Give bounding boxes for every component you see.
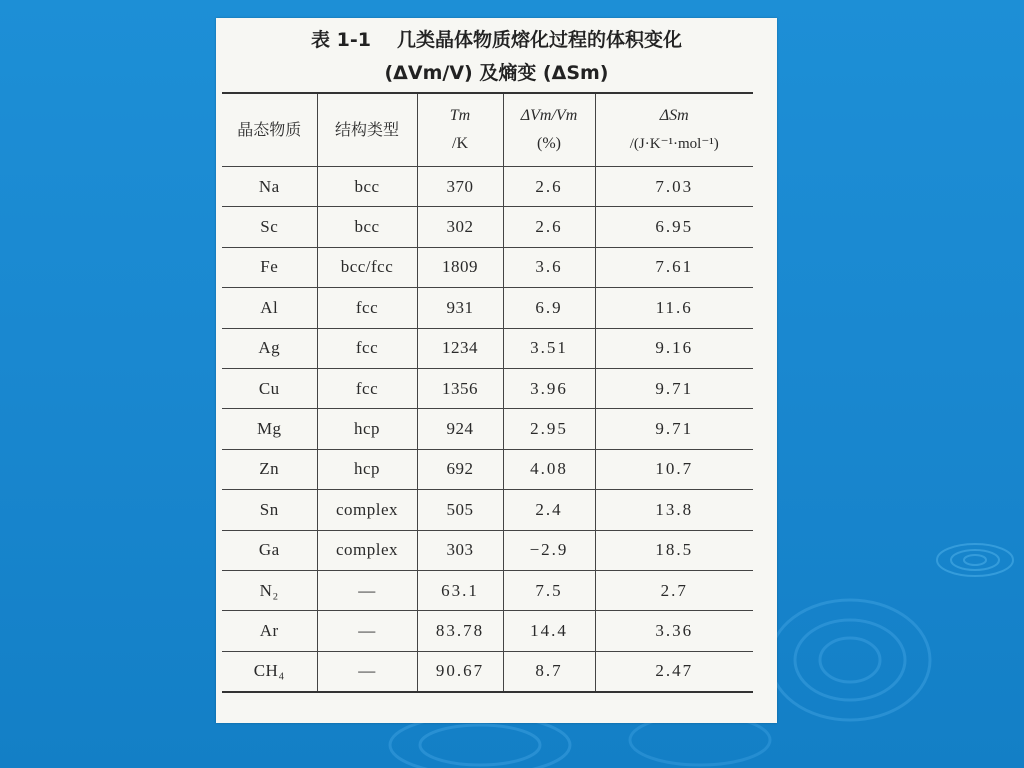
header-dv-unit: (%) <box>537 135 561 152</box>
cell-substance: Al <box>222 288 317 328</box>
cell-dv: 2.6 <box>503 167 595 207</box>
cell-tm: 83.78 <box>417 611 503 651</box>
cell-ds: 18.5 <box>595 530 753 570</box>
header-substance: 晶态物质 <box>222 93 317 167</box>
cell-structure: complex <box>317 530 417 570</box>
cell-dv: 2.4 <box>503 490 595 530</box>
cell-substance: Ar <box>222 611 317 651</box>
table-title <box>216 24 777 90</box>
cell-ds: 2.7 <box>595 570 753 610</box>
cell-dv: 8.7 <box>503 651 595 692</box>
table-row <box>222 490 753 530</box>
cell-tm: 302 <box>417 207 503 247</box>
cell-tm: 692 <box>417 449 503 489</box>
table-row <box>222 409 753 449</box>
header-ds-unit: /(J·K⁻¹·mol⁻¹) <box>629 136 719 152</box>
cell-ds: 7.03 <box>595 167 753 207</box>
table-header-row <box>222 93 753 167</box>
header-ds-symbol: ΔSm <box>659 107 689 124</box>
table-row <box>222 167 753 207</box>
cell-ds: 13.8 <box>595 490 753 530</box>
table-row <box>222 570 753 610</box>
cell-tm: 63.1 <box>417 570 503 610</box>
cell-tm: 931 <box>417 288 503 328</box>
cell-structure: bcc/fcc <box>317 247 417 287</box>
cell-structure: — <box>317 651 417 692</box>
cell-tm: 505 <box>417 490 503 530</box>
header-dv-symbol: ΔVm/Vm <box>520 107 578 124</box>
data-table <box>222 92 753 693</box>
cell-ds: 7.61 <box>595 247 753 287</box>
table-row <box>222 651 753 692</box>
cell-substance: Ga <box>222 530 317 570</box>
cell-tm: 924 <box>417 409 503 449</box>
header-ds <box>595 93 753 167</box>
cell-dv: 14.4 <box>503 611 595 651</box>
cell-tm: 1809 <box>417 247 503 287</box>
cell-substance: Cu <box>222 368 317 408</box>
cell-dv: 3.96 <box>503 368 595 408</box>
cell-substance: Na <box>222 167 317 207</box>
cell-dv: 3.51 <box>503 328 595 368</box>
table-title-main: 几类晶体物质熔化过程的体积变化 <box>396 29 682 51</box>
cell-structure: fcc <box>317 288 417 328</box>
cell-structure: hcp <box>317 409 417 449</box>
cell-tm: 303 <box>417 530 503 570</box>
table-row <box>222 611 753 651</box>
cell-ds: 3.36 <box>595 611 753 651</box>
scanned-table-page <box>216 18 777 723</box>
header-tm <box>417 93 503 167</box>
cell-substance: Mg <box>222 409 317 449</box>
table-row <box>222 207 753 247</box>
cell-tm: 90.67 <box>417 651 503 692</box>
cell-tm: 1234 <box>417 328 503 368</box>
cell-structure: fcc <box>317 328 417 368</box>
cell-tm: 1356 <box>417 368 503 408</box>
table-row <box>222 368 753 408</box>
cell-ds: 10.7 <box>595 449 753 489</box>
cell-structure: complex <box>317 490 417 530</box>
cell-ds: 9.71 <box>595 368 753 408</box>
header-tm-symbol: Tm <box>449 107 471 124</box>
cell-dv: 6.9 <box>503 288 595 328</box>
table-row <box>222 449 753 489</box>
cell-ds: 6.95 <box>595 207 753 247</box>
cell-tm: 370 <box>417 167 503 207</box>
cell-substance: Zn <box>222 449 317 489</box>
header-tm-unit: /K <box>452 135 468 152</box>
cell-dv: −2.9 <box>503 530 595 570</box>
table-row <box>222 247 753 287</box>
cell-substance: CH₄ <box>222 651 317 692</box>
cell-structure: — <box>317 611 417 651</box>
table-number: 表 1-1 <box>311 29 371 51</box>
cell-ds: 2.47 <box>595 651 753 692</box>
table-title-subline: (ΔVm/V) 及熵变 (ΔSm) <box>384 62 609 84</box>
cell-ds: 9.16 <box>595 328 753 368</box>
cell-dv: 7.5 <box>503 570 595 610</box>
cell-structure: hcp <box>317 449 417 489</box>
table-row <box>222 530 753 570</box>
cell-dv: 4.08 <box>503 449 595 489</box>
table-row <box>222 288 753 328</box>
cell-substance: Sn <box>222 490 317 530</box>
cell-structure: bcc <box>317 207 417 247</box>
cell-ds: 11.6 <box>595 288 753 328</box>
cell-structure: — <box>317 570 417 610</box>
cell-substance: Sc <box>222 207 317 247</box>
header-structure: 结构类型 <box>317 93 417 167</box>
cell-structure: bcc <box>317 167 417 207</box>
cell-dv: 2.95 <box>503 409 595 449</box>
header-dv <box>503 93 595 167</box>
cell-substance: Fe <box>222 247 317 287</box>
cell-substance: Ag <box>222 328 317 368</box>
cell-dv: 3.6 <box>503 247 595 287</box>
cell-structure: fcc <box>317 368 417 408</box>
table-body <box>222 167 753 693</box>
cell-substance: N₂ <box>222 570 317 610</box>
cell-dv: 2.6 <box>503 207 595 247</box>
table-row <box>222 328 753 368</box>
cell-ds: 9.71 <box>595 409 753 449</box>
